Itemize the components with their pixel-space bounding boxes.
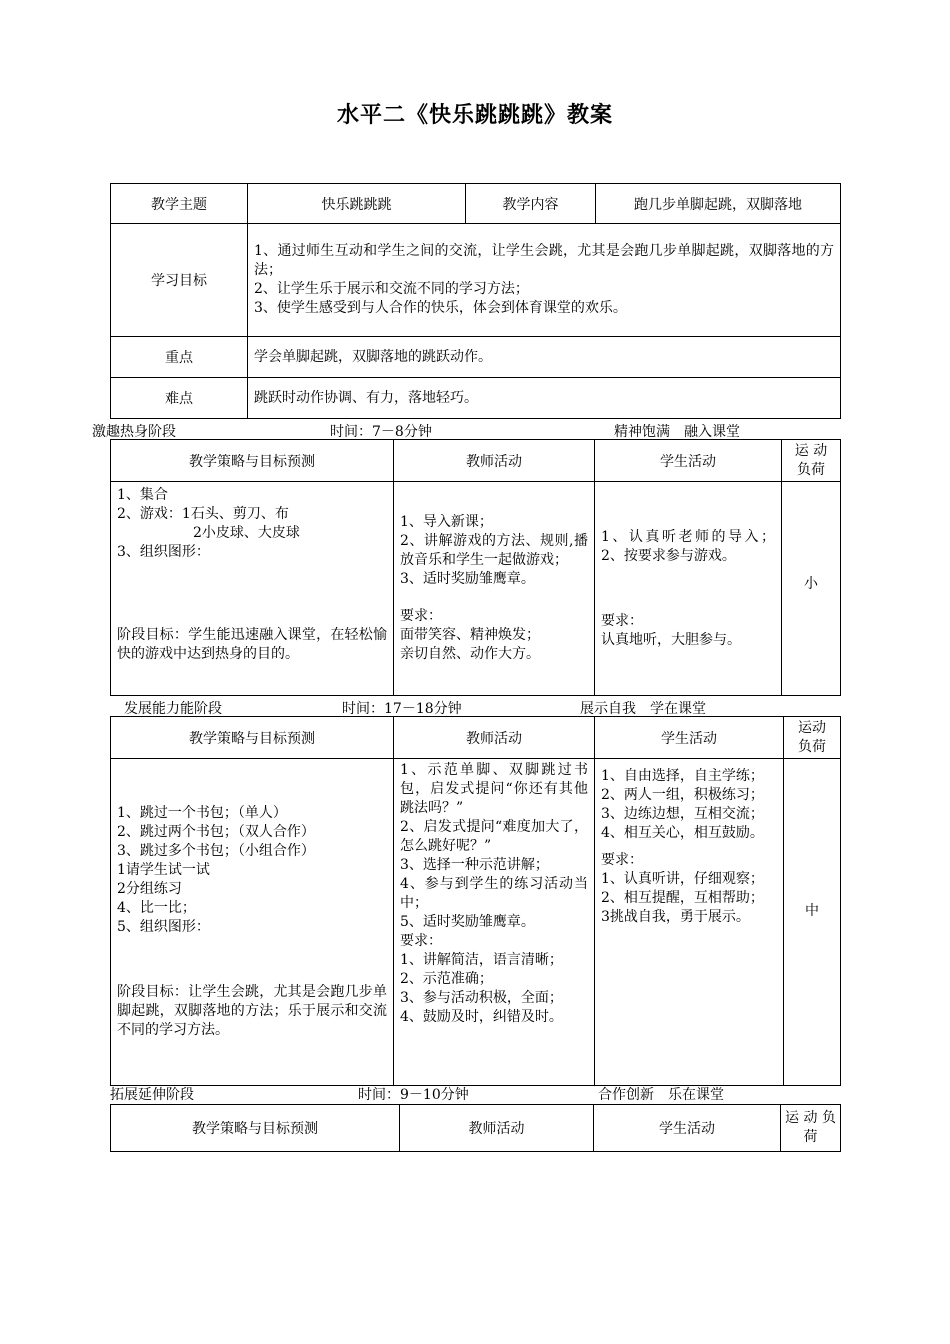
- stage2-teacher: [394, 759, 595, 1086]
- student-item: 1、认真听老师的导入；: [601, 528, 775, 545]
- header-strategy: 教学策略与目标预测: [111, 1105, 400, 1152]
- student-item: 3、边练边想，互相交流；: [601, 806, 764, 822]
- stage2-load: 中: [784, 759, 841, 1086]
- stage1-teacher: [394, 482, 595, 696]
- teacher-req: 1、讲解简洁，语言清晰；: [400, 952, 563, 968]
- teacher-req: 4、鼓励及时，纠错及时。: [400, 1009, 563, 1025]
- stage2-name: 发展能力能阶段: [124, 701, 222, 717]
- stage2-table: [110, 716, 841, 1086]
- strategy-item: 2分组练习: [117, 881, 182, 897]
- strategy-item: 2、游戏：1石头、剪刀、布: [117, 506, 289, 522]
- teacher-item: 1、导入新课；: [400, 514, 493, 530]
- teacher-item: 2、讲解游戏的方法、规则,播放音乐和学生一起做游戏；: [400, 533, 588, 568]
- teacher-item: 3、适时奖励雏鹰章。: [400, 571, 535, 587]
- student-req: 1、认真听讲，仔细观察；: [601, 871, 764, 887]
- strategy-item: 5、组织图形：: [117, 919, 210, 935]
- student-item: 1、自由选择，自主学练；: [601, 768, 764, 784]
- strategy-item: 1、跳过一个书包；（单人）: [117, 805, 287, 821]
- strategy-item: 1请学生试一试: [117, 862, 210, 878]
- teacher-item: 3、选择一种示范讲解；: [400, 857, 549, 873]
- teacher-req: 要求：: [400, 608, 442, 624]
- header-load: 运动负荷: [784, 717, 841, 759]
- goal-item: 2、让学生乐于展示和交流不同的学习方法；: [254, 281, 529, 297]
- stage3-motto: 合作创新 乐在课堂: [598, 1087, 724, 1103]
- teacher-req: 亲切自然、动作大方。: [400, 646, 540, 662]
- stage1-motto: 精神饱满 融入课堂: [614, 424, 740, 440]
- goal-item: 3、使学生感受到与人合作的快乐，体会到体育课堂的欢乐。: [254, 300, 627, 316]
- strategy-item: 3、组织图形：: [117, 544, 210, 560]
- content-label: 教学内容: [466, 184, 596, 224]
- header-strategy: 教学策略与目标预测: [111, 717, 394, 759]
- header-teacher: 教师活动: [394, 440, 595, 482]
- teacher-item: 1、示范单脚、双脚跳过书包，启发式提问“你还有其他跳法吗？”: [400, 762, 588, 816]
- key-value: 学会单脚起跳，双脚落地的跳跃动作。: [248, 337, 841, 378]
- goals-label: 学习目标: [111, 224, 248, 337]
- strategy-item: 2小皮球、大皮球: [193, 525, 300, 541]
- strategy-item: 2、跳过两个书包；（双人合作）: [117, 824, 315, 840]
- difficulty-value: 跳跃时动作协调、有力，落地轻巧。: [248, 378, 841, 419]
- theme-value: 快乐跳跳跳: [248, 184, 466, 224]
- header-load: 运 动 负荷: [781, 1105, 841, 1152]
- student-item: 2、按要求参与游戏。: [601, 547, 736, 564]
- difficulty-label: 难点: [111, 378, 248, 419]
- goals-cell: [248, 224, 841, 337]
- info-table: [110, 183, 841, 419]
- student-req: 2、相互提醒，互相帮助；: [601, 890, 764, 906]
- stage1-table: [110, 439, 841, 696]
- stage2-student: [595, 759, 784, 1086]
- header-student: 学生活动: [595, 440, 782, 482]
- strategy-item: 1、集合: [117, 487, 168, 503]
- stage1-time: 时间：7－8分钟: [330, 424, 432, 440]
- student-item: 2、两人一组，积极练习；: [601, 787, 764, 803]
- header-strategy: 教学策略与目标预测: [111, 440, 394, 482]
- teacher-item: 2、启发式提问“难度加大了，怎么跳好呢？”: [400, 819, 588, 854]
- teacher-req: 要求：: [400, 933, 442, 949]
- teacher-item: 4、参与到学生的练习活动当中；: [400, 876, 588, 911]
- teacher-req: 3、参与活动积极，全面；: [400, 990, 563, 1006]
- stage2-motto: 展示自我 学在课堂: [580, 701, 706, 717]
- header-teacher: 教师活动: [400, 1105, 594, 1152]
- stage3-name: 拓展延伸阶段: [110, 1087, 194, 1103]
- content-value: 跑几步单脚起跳，双脚落地: [596, 184, 841, 224]
- stage1-load: 小: [782, 482, 841, 696]
- stage-goal: 阶段目标：学生能迅速融入课堂，在轻松愉快的游戏中达到热身的目的。: [117, 627, 387, 662]
- teacher-item: 5、适时奖励雏鹰章。: [400, 914, 535, 930]
- student-req: 3挑战自我，勇于展示。: [601, 909, 750, 925]
- student-req: 认真地听，大胆参与。: [601, 631, 741, 648]
- stage1-name: 激趣热身阶段: [92, 424, 176, 440]
- header-load: 运 动 负荷: [782, 440, 841, 482]
- stage2-time: 时间：17－18分钟: [342, 701, 462, 717]
- stage3-time: 时间：9－10分钟: [358, 1087, 469, 1103]
- strategy-item: 4、比一比；: [117, 900, 196, 916]
- stage3-table: [110, 1104, 841, 1152]
- student-item: 4、相互关心，相互鼓励。: [601, 825, 764, 841]
- stage1-student: [595, 482, 782, 696]
- header-student: 学生活动: [595, 717, 784, 759]
- student-req: 要求：: [601, 852, 643, 868]
- stage1-strategy: [111, 482, 394, 696]
- theme-label: 教学主题: [111, 184, 248, 224]
- student-req: 要求：: [601, 612, 643, 629]
- header-teacher: 教师活动: [394, 717, 595, 759]
- goal-item: 1、通过师生互动和学生之间的交流，让学生会跳，尤其是会跑几步单脚起跳，双脚落地的方法；: [254, 243, 834, 278]
- teacher-req: 面带笑容、精神焕发；: [400, 627, 540, 643]
- teacher-req: 2、示范准确；: [400, 971, 493, 987]
- page-title: 水平二《快乐跳跳跳》教案: [336, 103, 613, 128]
- stage-goal: 阶段目标：让学生会跳，尤其是会跑几步单脚起跳，双脚落地的方法；乐于展示和交流不同的学习方法。: [117, 984, 387, 1038]
- stage2-strategy: [111, 759, 394, 1086]
- strategy-item: 3、跳过多个书包；（小组合作）: [117, 843, 315, 859]
- header-student: 学生活动: [594, 1105, 781, 1152]
- key-label: 重点: [111, 337, 248, 378]
